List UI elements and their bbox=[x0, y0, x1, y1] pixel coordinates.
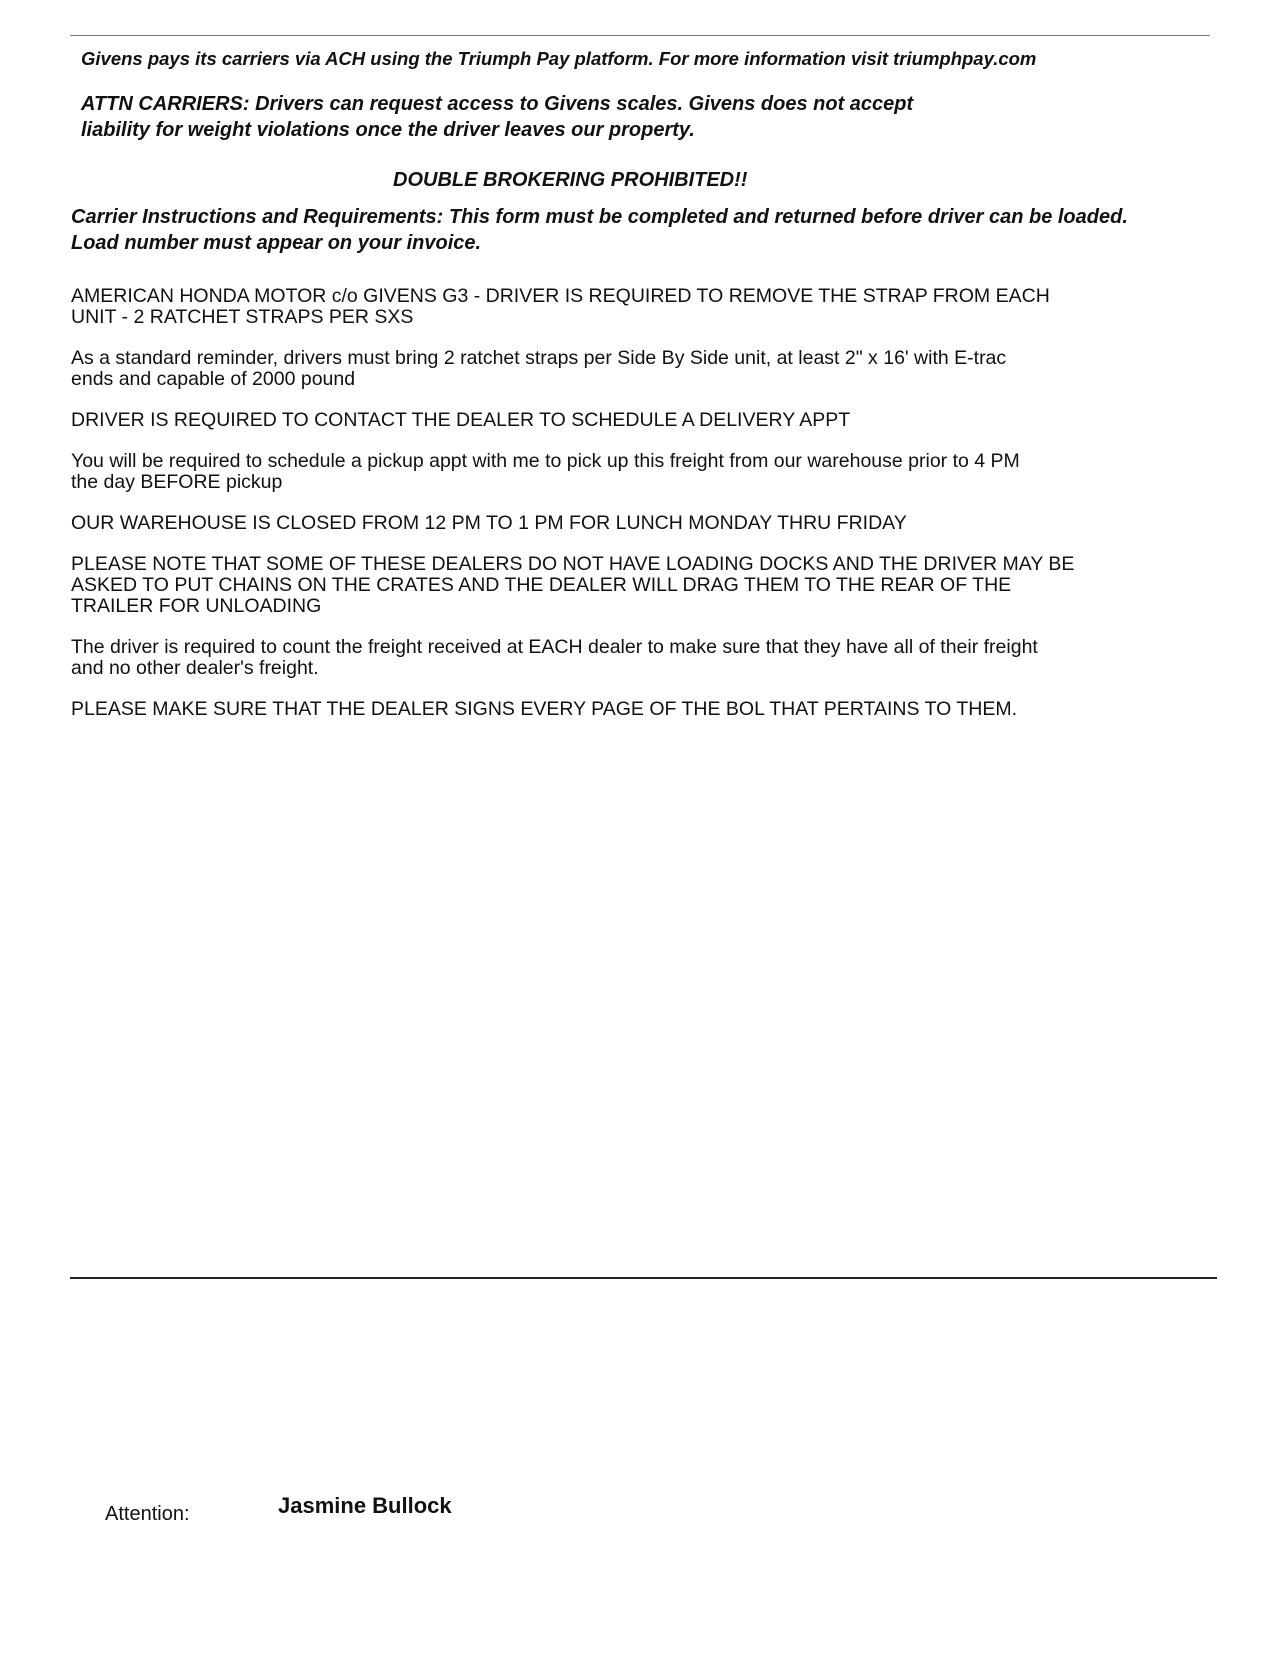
note-line: OUR WAREHOUSE IS CLOSED FROM 12 PM TO 1 PM FOR LUNCH MONDAY THRU FRIDAY bbox=[71, 512, 907, 534]
note-line: The driver is required to count the freight received at EACH dealer to make sure that they have all of their freight bbox=[71, 636, 1038, 658]
instructions-line-1: Carrier Instructions and Requirements: This form must be completed and returned before driver can be loaded. bbox=[71, 206, 1128, 228]
note-line: ends and capable of 2000 pound bbox=[71, 368, 356, 390]
double-brokering-warning: DOUBLE BROKERING PROHIBITED!! bbox=[393, 169, 748, 191]
section-divider bbox=[70, 1277, 1217, 1279]
carrier-instructions-heading bbox=[71, 204, 1128, 256]
note-line: ASKED TO PUT CHAINS ON THE CRATES AND THE DEALER WILL DRAG THEM TO THE REAR OF THE bbox=[71, 574, 1012, 596]
note-line: the day BEFORE pickup bbox=[71, 471, 283, 493]
note-line: PLEASE MAKE SURE THAT THE DEALER SIGNS EVERY PAGE OF THE BOL THAT PERTAINS TO THEM. bbox=[71, 698, 1018, 720]
note-line: PLEASE NOTE THAT SOME OF THESE DEALERS DO NOT HAVE LOADING DOCKS AND THE DRIVER MAY BE bbox=[71, 553, 1075, 575]
note-line: As a standard reminder, drivers must bring 2 ratchet straps per Side By Side unit, at least 2" x 16' with E-trac bbox=[71, 347, 1007, 369]
note-delivery-appt bbox=[71, 410, 1231, 431]
note-line: AMERICAN HONDA MOTOR c/o GIVENS G3 - DRIVER IS REQUIRED TO REMOVE THE STRAP FROM EACH bbox=[71, 285, 1050, 307]
note-ratchet-straps bbox=[71, 348, 1231, 390]
note-line: TRAILER FOR UNLOADING bbox=[71, 595, 322, 617]
payment-notice: Givens pays its carriers via ACH using the Triumph Pay platform. For more information visit triumphpay.com bbox=[81, 48, 1037, 69]
note-pickup-appt bbox=[71, 451, 1231, 493]
note-line: UNIT - 2 RATCHET STRAPS PER SXS bbox=[71, 306, 414, 328]
note-line: and no other dealer's freight. bbox=[71, 657, 319, 679]
note-count-freight bbox=[71, 637, 1231, 679]
attn-carriers-notice bbox=[81, 91, 913, 143]
attention-label: Attention: bbox=[105, 1503, 190, 1525]
note-warehouse-lunch bbox=[71, 513, 1231, 534]
carrier-notes bbox=[71, 286, 1231, 740]
note-strap-removal bbox=[71, 286, 1231, 328]
attn-line-2: liability for weight violations once the driver leaves our property. bbox=[81, 119, 695, 141]
note-line: You will be required to schedule a pickup appt with me to pick up this freight from our warehouse prior to 4 PM bbox=[71, 450, 1020, 472]
attention-name: Jasmine Bullock bbox=[278, 1493, 452, 1518]
note-line: DRIVER IS REQUIRED TO CONTACT THE DEALER TO SCHEDULE A DELIVERY APPT bbox=[71, 409, 851, 431]
note-dealer-signs bbox=[71, 699, 1231, 720]
note-loading-docks bbox=[71, 554, 1231, 617]
instructions-line-2: Load number must appear on your invoice. bbox=[71, 232, 482, 254]
top-divider bbox=[70, 35, 1210, 36]
attn-line-1: ATTN CARRIERS: Drivers can request access to Givens scales. Givens does not accept bbox=[81, 93, 914, 115]
